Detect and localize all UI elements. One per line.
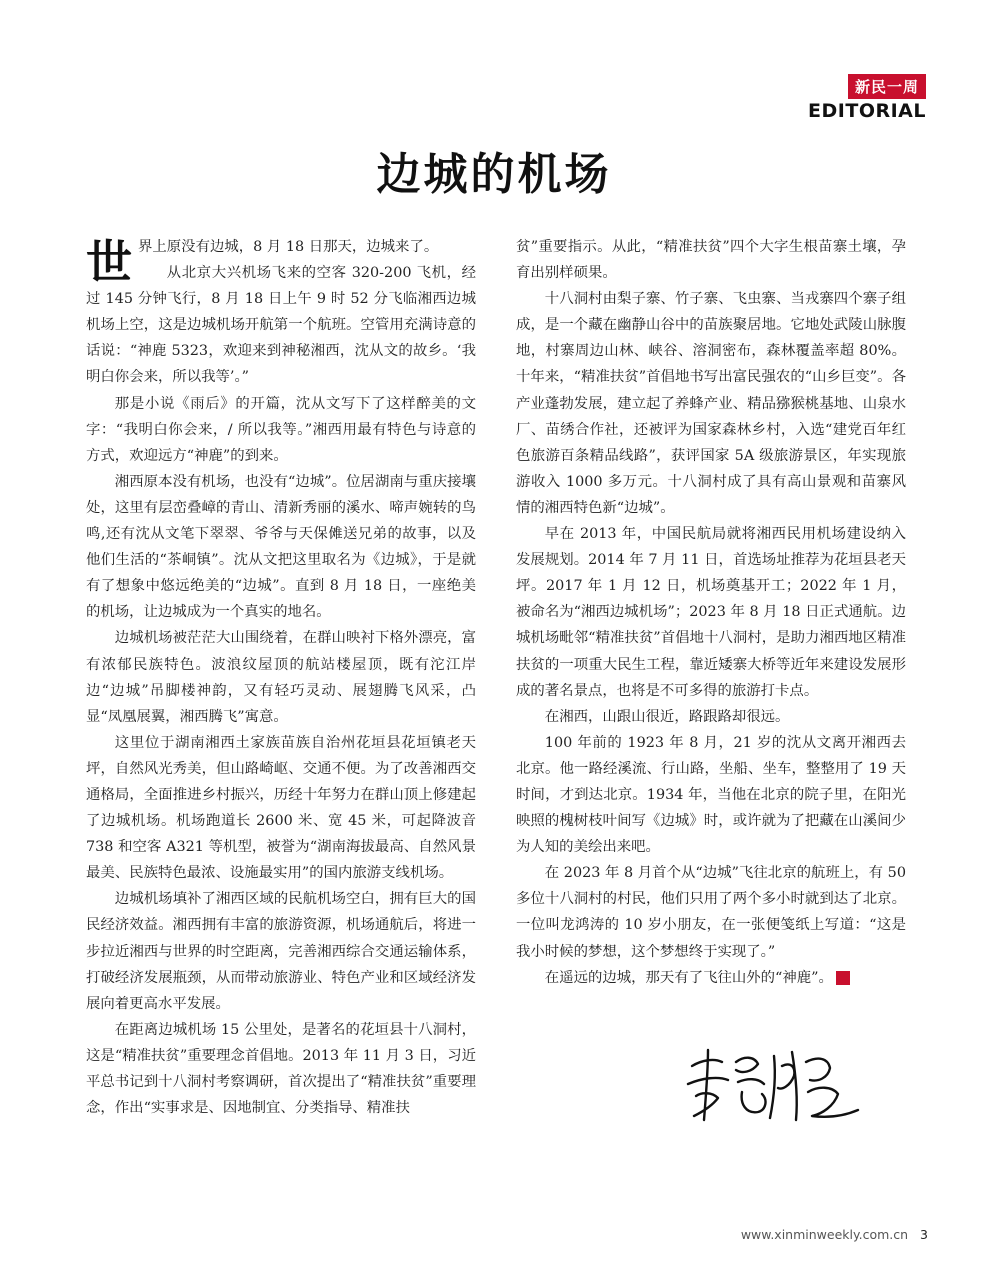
paragraph: 在 2023 年 8 月首个从“边城”飞往北京的航班上，有 50 多位十八洞村的村民，他们只用了两个多小时就到达了北京。一位叫龙鸿涛的 10 岁小朋友，在一张便笺纸上写道：“这是我小时候的梦想，这个梦想终于实现了。” (516, 865, 906, 960)
paragraph: 在湘西，山跟山很近，路跟路却很远。 (544, 708, 790, 725)
signature (678, 1032, 868, 1132)
left-column (86, 234, 476, 1121)
masthead-chinese: 新民一周 (848, 74, 926, 99)
paragraph: 湘西原本没有机场，也没有“边城”。位居湖南与重庆接壤处，这里有层峦叠嶂的青山、清新秀丽的溪水、啼声婉转的鸟鸣,还有沈从文笔下翠翠、爷爷与天保傩送兄弟的故事，以及他们生活的“茶峒镇”。沈从文把这里取名为《边城》，于是就有了想象中悠远绝美的“边城”。直到 8 月 18 日，一座绝美的机场，让边城成为一个真实的地名。 (86, 473, 476, 621)
paragraph: 从北京大兴机场飞来的空客 320-200 飞机，经过 145 分钟飞行，8 月 18 日上午 9 时 52 分飞临湘西边城机场上空，这是边城机场开航第一个航班。空管用充满诗意的话说：“神鹿 5323，欢迎来到神秘湘西，沈从文的故乡。‘我明白你会来，所以我等’。” (86, 265, 476, 386)
paragraph: 贫”重要指示。从此，“精准扶贫”四个大字生根苗寨土壤，孕育出别样硕果。 (516, 239, 906, 282)
masthead-english: EDITORIAL (808, 100, 926, 122)
paragraph: 边城机场被茫茫大山围绕着，在群山映衬下格外漂亮，富有浓郁民族特色。波浪纹屋顶的航站楼屋顶，既有沱江岸边“边城”吊脚楼神韵，又有轻巧灵动、展翅腾飞风采，凸显“凤凰展翼，湘西腾飞”寓意。 (86, 630, 476, 725)
masthead (808, 74, 926, 122)
page-number: 3 (920, 1227, 928, 1242)
paragraph: 100 年前的 1923 年 8 月，21 岁的沈从文离开湘西去北京。他一路经溪流、行山路，坐船、坐车，整整用了 19 天时间，才到达北京。1934 年，当他在北京的院子里，在阳光映照的槐树枝叶间写《边城》时，或许就为了把藏在山溪间少为人知的美绘出来吧。 (516, 734, 906, 856)
right-column (516, 234, 906, 991)
drop-cap: 世 (86, 235, 132, 289)
paragraph: 在距离边城机场 15 公里处，是著名的花垣县十八洞村，这是“精准扶贫”重要理念首倡地。2013 年 11 月 3 日，习近平总书记到十八洞村考察调研，首次提出了“精准扶贫”重要理念，作出“实事求是、因地制宜、分类指导、精准扶 (86, 1021, 476, 1117)
end-mark-icon: 民 (836, 971, 850, 985)
paragraph (86, 234, 476, 289)
paragraph-text: 界上原没有边城，8 月 18 日那天，边城来了。 (138, 239, 439, 255)
paragraph: 这里位于湖南湘西土家族苗族自治州花垣县花垣镇老天坪，自然风光秀美，但山路崎岖、交通不便。为了改善湘西交通格局，全面推进乡村振兴，历经十年努力在群山顶上修建起了边城机场。机场跑道长 2600 米、宽 45 米，可起降波音 738 和空客 A321 等机型，被誉为“湖南海拔最高、自然风景最美、民族特色最浓、设施最实用”的国内旅游支线机场。 (86, 734, 476, 882)
paragraph: 那是小说《雨后》的开篇，沈从文写下了这样醉美的文字：“我明白你会来，/ 所以我等。”湘西用最有特色与诗意的方式，欢迎远方“神鹿”的到来。 (86, 395, 476, 464)
paragraph: 早在 2013 年，中国民航局就将湘西民用机场建设纳入发展规划。2014 年 7 月 11 日，首选场址推荐为花垣县老天坪。2017 年 1 月 12 日，机场奠基开工；2022 年 1 月，被命名为“湘西边城机场”；2023 年 8 月 18 日正式通航。边城机场毗邻“精准扶贫”首倡地十八洞村，是助力湘西地区精准扶贫的一项重大民生工程，靠近矮寨大桥等近年来建设发展形成的著名景点，也将是不可多得的旅游打卡点。 (516, 526, 906, 699)
paragraph (516, 965, 906, 991)
paragraph-text: 在遥远的边城，那天有了飞往山外的“神鹿”。 (544, 969, 833, 986)
footer-url[interactable]: www.xinminweekly.com.cn (740, 1227, 909, 1242)
paragraph: 边城机场填补了湘西区域的民航机场空白，拥有巨大的国民经济效益。湘西拥有丰富的旅游资源，机场通航后，将进一步拉近湘西与世界的时空距离，完善湘西综合交通运输体系，打破经济发展瓶颈，从而带动旅游业、特色产业和区域经济发展向着更高水平发展。 (86, 891, 476, 1012)
footer (741, 1227, 928, 1242)
paragraph: 十八洞村由梨子寨、竹子寨、飞虫寨、当戎寨四个寨子组成，是一个藏在幽静山谷中的苗族聚居地。它地处武陵山脉腹地，村寨周边山林、峡谷、溶洞密布，森林覆盖率超 80%。十年来，“精准扶贫”首倡地书写出富民强农的“山乡巨变”。各产业蓬勃发展，建立起了养蜂产业、精品猕猴桃基地、山泉水厂、苗绣合作社，还被评为国家森林乡村，入选“建党百年红色旅游百条精品线路”，获评国家 5A 级旅游景区，年实现旅游收入 1000 多万元。十八洞村成了具有高山景观和苗寨风情的湘西特色新“边城”。 (516, 291, 906, 516)
article-title: 边城的机场 (376, 149, 612, 200)
